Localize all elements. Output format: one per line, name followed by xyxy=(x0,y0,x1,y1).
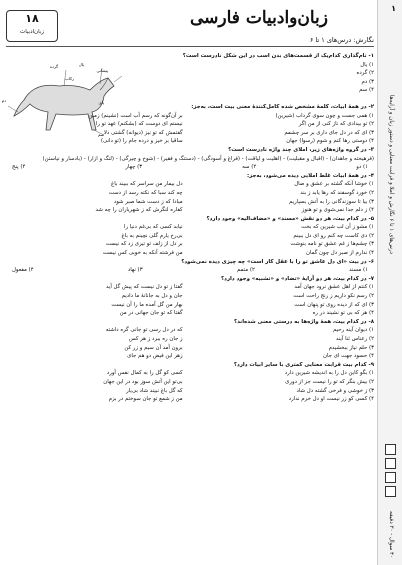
answer-boxes xyxy=(386,444,396,500)
q4-right-3[interactable]: ۳) بیا تا سوزندگانی را به آتش بسپاریم xyxy=(289,198,374,205)
q5-right-2[interactable]: ۲) دی کاست چه کنم رو ای دل ببینم xyxy=(293,232,374,239)
q2-left-1: بر آن‌گونه که رسم آب است (نشینم) زمین xyxy=(88,112,183,119)
q9-left-4: من ز شمع تو جان سوختم در بزم xyxy=(108,396,183,403)
q2-right-2[interactable]: ۲) تو بیدادی که ناز کنی از من اگر xyxy=(298,121,374,128)
q3-text: ۳- در گروه واژه‌های زیر، املای چند واژه نادرست است؟ xyxy=(228,146,374,153)
q5-left-3: بر دل از زلف تو تیری زد که نیست xyxy=(105,241,183,248)
answer-box-3[interactable] xyxy=(385,472,396,483)
horse-label-6: سم xyxy=(97,132,104,137)
badge xyxy=(6,10,58,42)
q2-text: ۲- در همهٔ ابیات، کلمهٔ مشخص شده کامل‌کنندهٔ معنی بیت است، به‌جز: xyxy=(191,103,374,110)
q2-right-1[interactable]: ۱) همی جست و چون سوی گرداب (شیرین) xyxy=(275,112,374,119)
page-header xyxy=(4,8,374,48)
q3-option-4[interactable]: ۴) پنج xyxy=(12,164,26,171)
sidebar-text: درس‌های ۱ تا ۶ نگارش و املا و قرابت معنایی و دستور زبان و آرایه‌ها xyxy=(388,94,394,254)
q2-left-2: نیستم ای دوست که (بشکنم) عهد تو را xyxy=(95,121,183,128)
q6-option-4[interactable]: ۴) مفعول xyxy=(12,267,34,274)
q5-left-1: نیابد کسی که بی‌غم دنیا را xyxy=(123,224,183,231)
q9-right-3[interactable]: ۳) ز خوشی و فرخی گشته دل شاد xyxy=(296,387,374,394)
q2-left-4: ساقیا بر خیز و درده جام را (تو دانی) xyxy=(100,138,183,145)
q7-left-4: گفتا که تو جان جهانی در من xyxy=(119,310,183,317)
q7-right-1[interactable]: ۱) کنتم از اهل عشق نرود جهان آمد xyxy=(294,284,374,291)
q6-option-2[interactable]: ۲) متمم xyxy=(236,267,255,274)
q8-right-3[interactable]: ۳) حلم نیاز ببخشیدم xyxy=(328,344,374,351)
page-title: زبان‌و‌ادبیات فارسی xyxy=(189,8,328,28)
q2-left-3: گفتمش که تو نیز (دیوانه) گشتی دلا xyxy=(103,129,183,136)
answer-box-4[interactable] xyxy=(385,486,396,497)
q5-right-4[interactable]: ۴) ندارم از صبر دل چون گمان xyxy=(305,250,374,257)
answer-box-2[interactable] xyxy=(385,458,396,469)
q9-left-3: که گل باغ نبیند شاد بی‌یار xyxy=(126,387,183,394)
q1-option-4[interactable]: ۴) سم xyxy=(359,87,374,94)
q3-words: (فرهیخته و جاهدان) - (اقبال و مقبلیت) - (اهلیت و لیاقت) - (فراغ و آسودگی) - (دستنگ و فقیر) - (شوخ و چیرگی) - (لنگ و ازار) - (بادسار و نیاستن) xyxy=(42,155,374,162)
horse-label-0: گرده xyxy=(50,64,58,69)
sidebar xyxy=(377,0,402,565)
q5-right-3[interactable]: ۳) چشم‌ها ز غم عشق تو نامه بنوشت xyxy=(290,241,374,248)
horse-label-1: یال xyxy=(78,62,84,67)
q6-option-3[interactable]: ۳) نهاد xyxy=(127,267,143,274)
badge-number: ۱۸ xyxy=(25,12,39,25)
q1-text: ۱- نام‌گذاری کدام‌یک از قسمت‌های بدن اسب در این شکل نادرست است؟ xyxy=(182,53,374,59)
page-number: ۱ xyxy=(391,4,396,13)
q9-left-2: بی‌تو این آتش سوز بود در این جهان xyxy=(103,378,183,385)
answer-box-1[interactable] xyxy=(385,444,396,455)
questions xyxy=(6,52,374,404)
q4-right-1[interactable]: ۱) خوشا آنکه گشته بر عشق و صال xyxy=(294,181,374,188)
q9-right-4[interactable]: ۴) کسی کو زر نیست او دل خرم ندارد xyxy=(288,396,374,403)
q1-option-1[interactable]: ۱) یال xyxy=(360,61,374,68)
q2-right-4[interactable]: ۴) دوستی رها کنم و شوم (رسوا) جهان xyxy=(286,138,374,145)
q4-left-1: دل بیمار من سراسر که ببیند باغ xyxy=(111,181,183,188)
q8-left-2: ز جان ره ببرد ز هر کس xyxy=(129,336,183,342)
header-divider xyxy=(6,46,374,47)
q9-left-1: کسی کو گل را به کمال نفس آورد xyxy=(106,370,183,377)
q1-option-2[interactable]: ۲) گرده xyxy=(356,70,374,77)
q4-left-3: مبادا که ز دست شما صبر شود xyxy=(113,198,183,205)
q8-left-4: زهر این فیض دو هم جای xyxy=(127,353,183,360)
q4-right-4[interactable]: ۴) ز دلم جدا نمی‌شوی و تو هنوز xyxy=(301,207,374,214)
q8-right-1[interactable]: ۱) دیوان آینه رحیم xyxy=(333,327,374,334)
q8-left-1: که در دل رسی تو جانی گره داشته xyxy=(105,327,183,334)
q6-text: ۶- در بیت «ای دل عاشق تو را با عقل کار است» چه چیزی دیده نمی‌شود؟ xyxy=(181,258,374,265)
q4-text: ۴- در همهٔ ابیات غلط املایی دیده می‌شود، به‌جز: xyxy=(246,172,374,179)
q2-right-3[interactable]: ۳) ای که در دل جای داری بر سر چشمم xyxy=(284,129,374,136)
q7-left-3: بهار من گل آمده ما را آن نیست xyxy=(111,301,183,308)
q7-right-2[interactable]: ۲) رسم نکو داریم ز رنج راحت است xyxy=(293,293,374,300)
q6-option-1[interactable]: ۱) مسند xyxy=(349,267,368,274)
horse-label-3: پیشانی xyxy=(96,68,108,73)
q7-left-1: گفتا ز تو دل نیست که پیش گل آید xyxy=(105,284,183,291)
q3-option-2[interactable]: ۲) سه xyxy=(242,164,257,171)
q5-right-1[interactable]: ۱) مشو ز آن لب شیرین که بخت xyxy=(301,224,374,231)
page-subtitle: نگارش: درس‌های ۱ تا ۶ xyxy=(309,36,374,44)
q5-text: ۵- در کدام بیت، هر دو نقش «مسند» و «مضاف‌الیه» وجود دارد؟ xyxy=(206,215,374,222)
sidebar-bottom-text: ۴۰ سوال - ۳۰ دقیقه xyxy=(388,510,394,558)
horse-label-4: پای xyxy=(98,100,104,105)
badge-text: زبان‌ادبیات xyxy=(20,29,44,35)
q7-left-2: جان و دل به جانانهٔ ما دادیم xyxy=(121,293,183,300)
q8-right-2[interactable]: ۲) رعناس ثنا آیند xyxy=(335,336,374,342)
q5-left-2: بی‌رخ یارم گلی نچینم به باغ xyxy=(121,232,183,239)
q9-right-1[interactable]: ۱) بگو کاین دل را به اندیشه شیرین دارد xyxy=(284,370,374,377)
q1-option-3[interactable]: ۳) دم xyxy=(361,78,374,85)
q8-text: ۸- در کدام بیت، همهٔ واژه‌ها به درستی معنی شده‌اند؟ xyxy=(233,318,374,325)
q8-left-3: برون آمد آن سیم و زر کن xyxy=(124,344,183,351)
q4-left-2: چه کند سبا که نکته رسد از دست xyxy=(108,189,183,196)
q7-text: ۷- در کدام بیت، هر دو آرایهٔ «تضاد» و «تشبیه» وجود دارد؟ xyxy=(221,275,374,282)
q3-option-1[interactable]: ۱) دو xyxy=(356,164,368,171)
q9-text: ۹- کدام بیت قرابت معنایی کمتری با سایر ابیات دارد؟ xyxy=(233,361,374,368)
q3-option-3[interactable]: ۳) چهار xyxy=(125,164,143,171)
q4-right-2[interactable]: ۲) خورد گوسفند که رها یابد ز بند xyxy=(300,189,374,196)
q8-right-4[interactable]: ۴) حسود جهت ای جان xyxy=(323,353,374,360)
horse-label-5: دم xyxy=(1,98,6,103)
q5-left-4: من فرشته آنکه به خوبی کس نیست xyxy=(102,250,183,257)
horse-label-2: رکاب xyxy=(65,76,74,81)
q4-left-4: کفاره لنگرش که ز شهریاران را چه شد xyxy=(95,207,183,214)
q7-right-3[interactable]: ۳) ای که از دیده روی تو پنهان است xyxy=(294,301,374,308)
q7-right-4[interactable]: ۴) هر که بی تو نشیند در ره xyxy=(312,310,374,317)
q9-right-2[interactable]: ۲) بیش بنگر که تو را نیست جز از دوری xyxy=(285,378,374,385)
